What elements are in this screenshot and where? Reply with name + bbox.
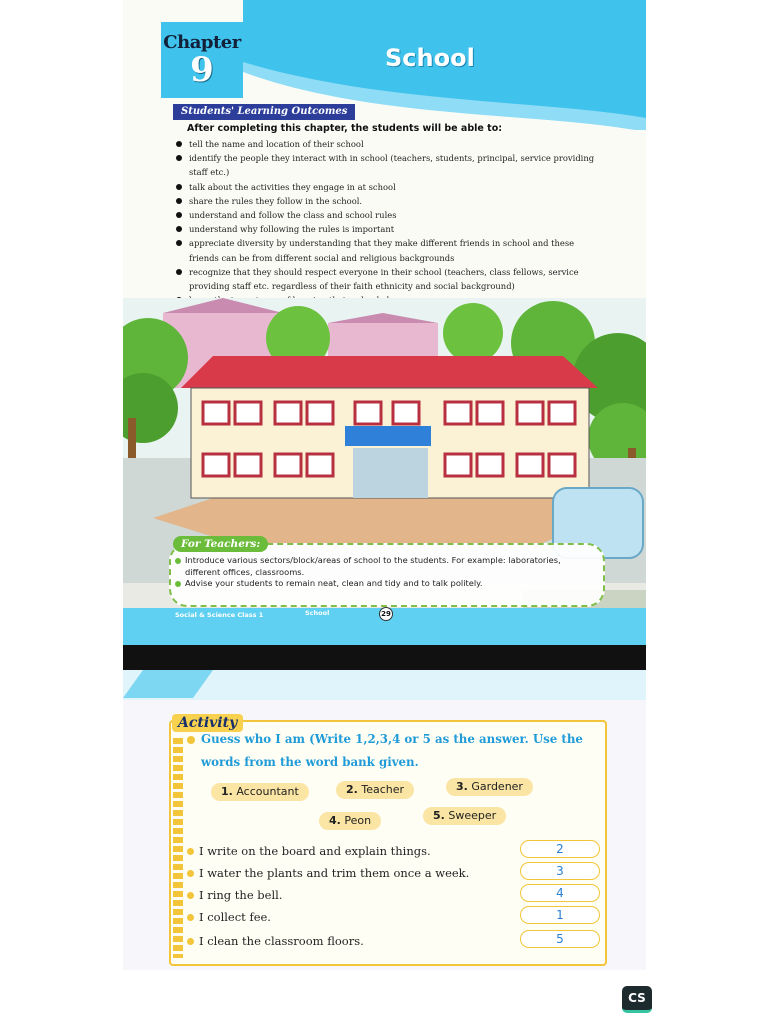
chapter-word: Chapter: [163, 32, 241, 53]
learning-outcomes-intro: After completing this chapter, the students will be able to:: [187, 123, 503, 134]
question-text: I water the plants and trim them once a week.: [199, 866, 470, 880]
question-text: I ring the bell.: [199, 888, 283, 902]
page-number: 29: [379, 607, 393, 621]
bullet-icon: [187, 938, 194, 945]
page-divider: [123, 645, 646, 670]
word-bank-item: [336, 781, 414, 799]
word-label: Accountant: [236, 785, 299, 798]
question-row: [185, 888, 585, 908]
word-number: 1.: [221, 785, 233, 798]
word-label: Sweeper: [448, 809, 497, 822]
outcome-item: share the rules they follow in the school.: [175, 194, 595, 208]
answer-field[interactable]: 2: [520, 840, 600, 858]
page-top-decoration: [123, 670, 646, 700]
answer-field[interactable]: 4: [520, 884, 600, 902]
word-bank-item: [319, 812, 381, 830]
chapter-number: 9: [190, 50, 214, 90]
camscanner-logo: CS: [622, 986, 652, 1013]
teacher-note-list: [175, 555, 595, 590]
question-text: I write on the board and explain things.: [199, 844, 431, 858]
word-number: 5.: [433, 809, 445, 822]
learning-outcomes-tag: Students' Learning Outcomes: [173, 104, 355, 120]
spiral-binding: [173, 738, 183, 958]
outcome-item: understand why following the rules is important: [175, 222, 595, 236]
word-bank-item: [211, 783, 309, 801]
question-text: I clean the classroom floors.: [199, 934, 364, 948]
word-bank-item: [423, 807, 506, 825]
bullet-icon: [187, 848, 194, 855]
chapter-badge: [161, 22, 243, 98]
learning-outcomes-list: [175, 137, 595, 307]
chapter-title: School: [385, 44, 475, 72]
word-number: 2.: [346, 783, 358, 796]
activity-tag: Activity: [172, 714, 243, 732]
word-label: Peon: [344, 814, 372, 827]
outcome-item: tell the name and location of their school: [175, 137, 595, 151]
question-row: [185, 934, 585, 954]
question-row: [185, 866, 585, 886]
for-teachers-tag: For Teachers:: [173, 536, 268, 552]
textbook-page-bottom: [123, 670, 646, 970]
outcome-item: appreciate diversity by understanding that they make different friends in school and these friends can be from different social and religious backgrounds: [175, 236, 595, 264]
footer-section: School: [305, 609, 330, 617]
answer-field[interactable]: 3: [520, 862, 600, 880]
footer-book-title: Social & Science Class 1: [175, 611, 264, 619]
word-number: 4.: [329, 814, 341, 827]
bullet-icon: [187, 914, 194, 921]
answer-field[interactable]: 1: [520, 906, 600, 924]
outcome-item: talk about the activities they engage in at school: [175, 180, 595, 194]
word-bank-item: [446, 778, 533, 796]
question-row: [185, 844, 585, 864]
word-label: Teacher: [361, 783, 405, 796]
outcome-item: identify the people they interact with in school (teachers, students, principal, service providing staff etc.): [175, 151, 595, 179]
question-row: [185, 910, 585, 930]
answer-field[interactable]: 5: [520, 930, 600, 948]
textbook-page-top: [123, 0, 646, 645]
outcome-item: recognize that they should respect everyone in their school (teachers, class fellows, service providing staff etc. regardless of their faith ethnicity and social background): [175, 265, 595, 293]
word-label: Gardener: [471, 780, 523, 793]
teacher-note-item: Advise your students to remain neat, clean and tidy and to talk politely.: [175, 578, 595, 590]
outcome-item: understand and follow the class and school rules: [175, 208, 595, 222]
teacher-note-item: Introduce various sectors/block/areas of school to the students. For example: laboratories, different offices, classrooms.: [175, 555, 595, 578]
bullet-icon: [187, 870, 194, 877]
bullet-icon: [187, 892, 194, 899]
word-number: 3.: [456, 780, 468, 793]
activity-instruction: Guess who I am (Write 1,2,3,4 or 5 as the answer. Use the words from the word bank given.: [201, 728, 603, 774]
question-text: I collect fee.: [199, 910, 271, 924]
